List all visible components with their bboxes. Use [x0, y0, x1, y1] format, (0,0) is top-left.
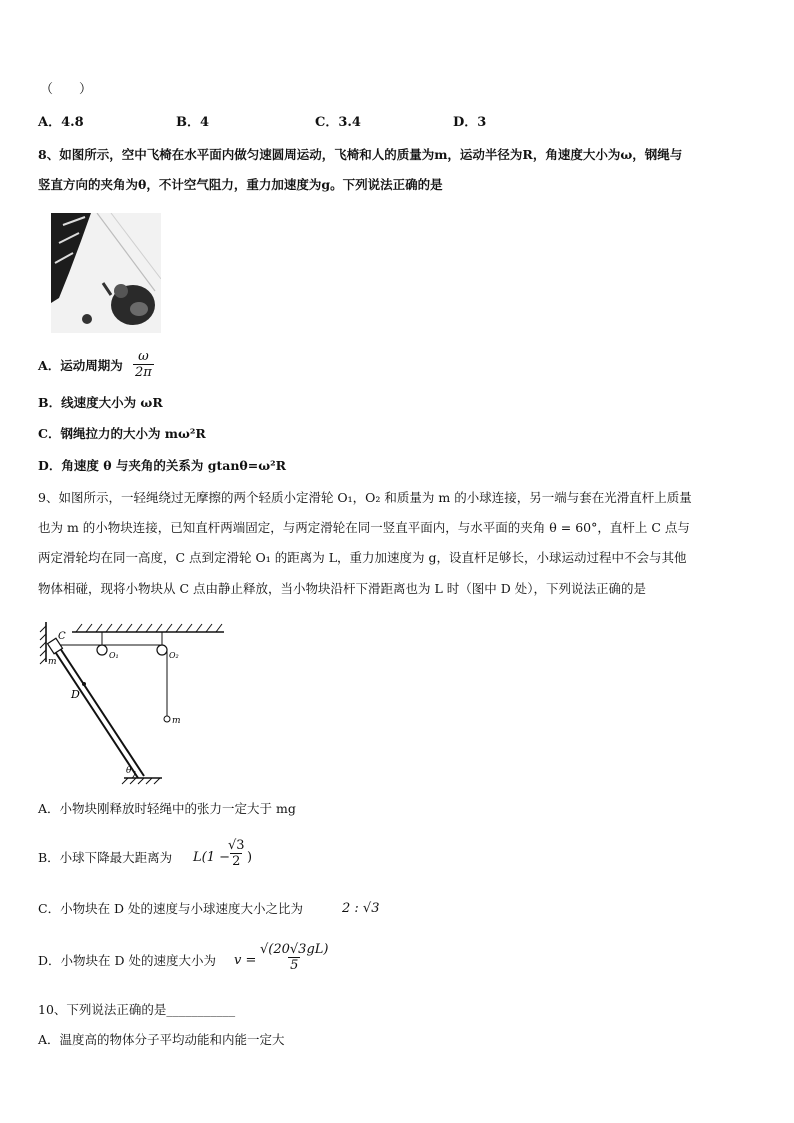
- q7-answer-bracket: （ ）: [40, 82, 93, 97]
- q9-stem-line1: 9、如图所示，一轻绳绕过无摩擦的两个轻质小定滑轮 O₁，O₂ 和质量为 m 的小球连接，另一端与套在光滑直杆上质量: [38, 490, 692, 505]
- q9-option-b-label: B．小球下降最大距离为: [38, 850, 173, 865]
- q9-option-d-fraction: [258, 942, 330, 973]
- q8-stem-line1: 8、如图所示，空中飞椅在水平面内做匀速圆周运动，飞椅和人的质量为m，运动半径为R，角速度大小为ω，钢绳与: [38, 147, 683, 162]
- q9-option-c-ratio: 2 : √3: [342, 901, 380, 916]
- q8-option-a-label: A．运动周期为: [38, 358, 123, 373]
- q9-b-numerator: √3: [228, 838, 245, 853]
- q7-option-b: B．4: [176, 115, 210, 130]
- q9-option-d-lhs: v =: [234, 953, 257, 968]
- q9-b-denominator: 2: [232, 854, 241, 869]
- diagram-label-m-ball: m: [172, 716, 181, 726]
- diagram-label-o2: O₂: [169, 651, 179, 660]
- q9-option-d-label: D．小物块在 D 处的速度大小为: [38, 953, 216, 968]
- q7-option-d: D．3: [453, 115, 487, 130]
- q10-stem: 10、下列说法正确的是___________: [38, 1002, 236, 1017]
- q8-flying-chair-photo: [51, 213, 161, 333]
- diagram-label-d: D: [71, 688, 80, 701]
- q8-fraction-numerator: ω: [138, 349, 149, 364]
- q9-pulley-rod-diagram: [38, 618, 228, 790]
- q9-stem-line4: 物体相碰，现将小物块从 C 点由静止释放，当小物块沿杆下滑距离也为 L 时（图中 D 处），下列说法正确的是: [38, 581, 646, 596]
- q8-option-c: C．钢绳拉力的大小为 mω²R: [38, 426, 206, 441]
- diagram-label-o1: O₁: [109, 651, 119, 660]
- q9-d-numerator: √(20√3gL): [260, 942, 329, 957]
- q9-option-a: A．小物块刚释放时轻绳中的张力一定大于 mg: [38, 801, 296, 816]
- q9-stem-line3: 两定滑轮均在同一高度，C 点到定滑轮 O₁ 的距离为 L，重力加速度为 g，设直杆足够长，小球运动过程中不会与其他: [38, 550, 687, 565]
- q9-stem-line2: 也为 m 的小物块连接，已知直杆两端固定，与两定滑轮在同一竖直平面内，与水平面的夹角 θ = 60°，直杆上 C 点与: [38, 520, 690, 535]
- q9-option-c-label: C．小物块在 D 处的速度与小球速度大小之比为: [38, 901, 304, 916]
- q9-option-b-expr-start: L(1 −: [193, 850, 231, 865]
- q9-d-denominator: 5: [290, 958, 299, 973]
- q8-option-d: D．角速度 θ 与夹角的关系为 gtanθ=ω²R: [38, 458, 287, 473]
- q8-fraction-denominator: 2π: [135, 365, 152, 380]
- diagram-label-theta: θ: [126, 766, 132, 776]
- q7-option-c: C．3.4: [315, 115, 361, 130]
- q8-stem-line2: 竖直方向的夹角为θ，不计空气阻力，重力加速度为g。下列说法正确的是: [38, 177, 443, 192]
- diagram-label-c: C: [58, 631, 66, 642]
- q10-option-a: A．温度高的物体分子平均动能和内能一定大: [38, 1032, 285, 1047]
- diagram-label-m-block: m: [48, 657, 57, 667]
- q8-option-b: B．线速度大小为 ωR: [38, 395, 163, 410]
- q9-option-b-fraction: [226, 838, 247, 869]
- q7-option-a: A．4.8: [38, 115, 84, 130]
- q8-option-a-fraction: [133, 349, 154, 380]
- q9-option-b-expr-end: ): [247, 850, 253, 865]
